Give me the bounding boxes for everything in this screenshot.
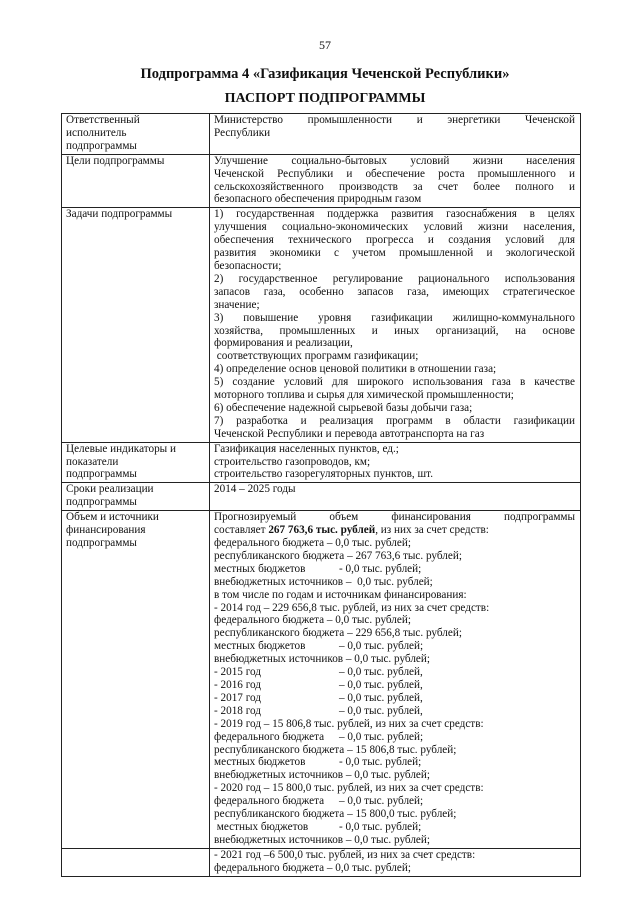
row-label-line: Ответственный bbox=[66, 114, 140, 126]
content-line: - 2021 год –6 500,0 тыс. рублей, из них за счет средств: bbox=[214, 848, 476, 861]
content-line: внебюджетных источников – 0,0 тыс. рублей; bbox=[214, 653, 430, 666]
source-label: - 2015 год bbox=[214, 666, 261, 679]
content-line: Чеченской Республики и обеспечение роста промышленного и bbox=[214, 167, 575, 180]
content-line: хозяйства, промышленных и иных организаций, на основе bbox=[214, 324, 575, 337]
content-line: улучшения социально-экономических условий жизни населения, bbox=[214, 221, 575, 234]
content-line: федерального бюджета – 0,0 тыс. рублей; bbox=[214, 861, 411, 874]
content-line: внебюджетных источников – 0,0 тыс. рублей; bbox=[214, 833, 430, 846]
content-line: федерального бюджета – 0,0 тыс. рублей; bbox=[214, 537, 411, 549]
content-line: внебюджетных источников – 0,0 тыс. рублей; bbox=[214, 575, 433, 588]
row-label-cell bbox=[62, 208, 210, 442]
content-line: 5) создание условий для широкого использования газа в качестве bbox=[214, 376, 575, 389]
content-line: 4) определение основ ценовой политики в отношении газа; bbox=[214, 363, 497, 376]
row-label-line: подпрограммы bbox=[66, 537, 137, 549]
text-part: составляет bbox=[214, 524, 269, 537]
content-line: 3) повышение уровня газификации жилищно-коммунального bbox=[214, 311, 575, 324]
content-line bbox=[214, 756, 575, 769]
table-row bbox=[62, 154, 581, 208]
source-label: федерального бюджета bbox=[214, 795, 325, 808]
row-content-cell bbox=[210, 511, 581, 849]
content-line: внебюджетных источников – 0,0 тыс. рублей; bbox=[214, 769, 430, 782]
content-line bbox=[214, 795, 575, 808]
content-line: 7) разработка и реализация программ в области газификации bbox=[214, 414, 575, 427]
source-amount: – 0,0 тыс. рублей, bbox=[339, 666, 423, 679]
row-content-cell bbox=[210, 848, 581, 876]
source-amount: - 0,0 тыс. рублей; bbox=[339, 756, 422, 769]
page-number: 57 bbox=[319, 38, 331, 52]
content-line bbox=[214, 731, 575, 744]
content-line: безопасного обеспечения природным газом bbox=[214, 193, 422, 206]
row-content-cell bbox=[210, 208, 581, 442]
row-content-cell bbox=[210, 154, 581, 208]
row-label-line: исполнитель bbox=[66, 126, 127, 139]
content-line: республиканского бюджета – 15 800,0 тыс. рублей; bbox=[214, 808, 457, 821]
row-label-cell bbox=[62, 511, 210, 849]
source-amount: - 0,0 тыс. рублей; bbox=[339, 562, 422, 575]
content-line: развития экономики с учетом промышленной и экологической bbox=[214, 247, 575, 260]
content-line: в том числе по годам и источникам финансирования: bbox=[214, 588, 467, 601]
content-line bbox=[214, 692, 575, 705]
row-label-line: Задачи подпрограммы bbox=[66, 208, 173, 221]
row-label-cell bbox=[62, 848, 210, 876]
row-label-line: Цели подпрограммы bbox=[66, 154, 165, 167]
row-label-line: Целевые индикаторы и bbox=[66, 442, 176, 455]
passport-table bbox=[61, 113, 581, 877]
table-row bbox=[62, 442, 581, 483]
row-label-cell bbox=[62, 442, 210, 483]
content-line: запасов газа, особенно запасов газа, имеющих стратегическое bbox=[214, 285, 575, 298]
row-content-cell bbox=[210, 483, 581, 511]
source-amount: – 0,0 тыс. рублей, bbox=[339, 704, 423, 717]
content-line: 2014 – 2025 годы bbox=[214, 483, 296, 496]
content-line: Прогнозируемый объем финансирования подпрограммы bbox=[214, 511, 575, 524]
content-line: республиканского бюджета – 267 763,6 тыс. рублей; bbox=[214, 549, 462, 562]
source-amount: – 0,0 тыс. рублей; bbox=[339, 730, 424, 743]
row-content-cell bbox=[210, 442, 581, 483]
content-line: моторного топлива и сырья для химической промышленности; bbox=[214, 389, 514, 402]
content-line: соответствующих программ газификации; bbox=[214, 350, 419, 363]
row-label-line: Объем и источники bbox=[66, 511, 159, 524]
row-label-cell bbox=[62, 483, 210, 511]
content-line: федерального бюджета – 0,0 тыс. рублей; bbox=[214, 614, 411, 627]
section-heading: ПАСПОРТ ПОДПРОГРАММЫ bbox=[224, 91, 426, 106]
content-line: Чеченской Республики и перевода автотранспорта на газ bbox=[214, 427, 485, 440]
row-label-line: подпрограммы bbox=[66, 139, 137, 152]
content-line: 2) государственное регулирование рационального использования bbox=[214, 272, 575, 285]
content-line bbox=[214, 821, 575, 834]
content-line: сельскохозяйственного производств за счет более полного и bbox=[214, 180, 575, 193]
source-label: федерального бюджета bbox=[214, 730, 325, 743]
content-line: - 2019 год – 15 806,8 тыс. рублей, из них за счет средств: bbox=[214, 717, 484, 730]
content-line: безопасности; bbox=[214, 259, 282, 272]
source-label: местных бюджетов bbox=[214, 562, 306, 575]
source-label: местных бюджетов bbox=[214, 756, 306, 769]
content-line bbox=[214, 640, 575, 653]
document-title: Подпрограмма 4 «Газификация Чеченской Республики» bbox=[140, 66, 510, 82]
content-line: Улучшение социально-бытовых условий жизни населения bbox=[214, 154, 575, 167]
content-line: республиканского бюджета – 15 806,8 тыс. рублей; bbox=[214, 743, 457, 756]
content-line: значение; bbox=[214, 298, 260, 311]
row-label-line: подпрограммы bbox=[66, 468, 137, 481]
content-line: обеспечения технического прогресса и создания условий для bbox=[214, 234, 575, 247]
source-amount: – 0,0 тыс. рублей; bbox=[339, 795, 424, 808]
content-line: республиканского бюджета – 229 656,8 тыс. рублей; bbox=[214, 627, 462, 640]
source-amount: - 0,0 тыс. рублей; bbox=[339, 820, 422, 833]
content-line: Республики bbox=[214, 126, 271, 139]
source-label: - 2016 год bbox=[214, 678, 261, 691]
text-part: , из них за счет средств: bbox=[375, 524, 489, 537]
total-amount: 267 763,6 тыс. рублей bbox=[268, 524, 376, 537]
content-line: 1) государственная поддержка развития газоснабжения в целях bbox=[214, 208, 575, 221]
table-row bbox=[62, 208, 581, 442]
row-label-line: показатели bbox=[66, 455, 119, 468]
content-line bbox=[214, 563, 575, 576]
content-line bbox=[214, 524, 575, 537]
content-line: формирования и реализации, bbox=[214, 337, 353, 350]
content-line: Министерство промышленности и энергетики Чеченской bbox=[214, 114, 575, 126]
source-amount: – 0,0 тыс. рублей, bbox=[339, 678, 423, 691]
content-line bbox=[214, 705, 575, 718]
table-row bbox=[62, 114, 581, 155]
content-line bbox=[214, 666, 575, 679]
content-line: строительство газорегуляторных пунктов, шт. bbox=[214, 468, 433, 481]
content-line: - 2020 год – 15 800,0 тыс. рублей, из них за счет средств: bbox=[214, 782, 484, 795]
content-line bbox=[214, 679, 575, 692]
content-line: 6) обеспечение надежной сырьевой базы добычи газа; bbox=[214, 401, 473, 414]
source-label: местных бюджетов bbox=[214, 820, 309, 833]
row-label-line: Сроки реализации bbox=[66, 483, 154, 496]
content-line: - 2014 год – 229 656,8 тыс. рублей, из них за счет средств: bbox=[214, 601, 490, 614]
table-row bbox=[62, 848, 581, 876]
row-label-line: финансирования bbox=[66, 524, 146, 537]
row-content-cell bbox=[210, 114, 581, 155]
row-label-cell bbox=[62, 154, 210, 208]
row-label-cell bbox=[62, 114, 210, 155]
row-label-line: подпрограммы bbox=[66, 496, 137, 509]
source-label: местных бюджетов bbox=[214, 640, 306, 653]
content-line: Газификация населенных пунктов, ед.; bbox=[214, 442, 399, 455]
source-label: - 2017 год bbox=[214, 691, 261, 704]
source-amount: – 0,0 тыс. рублей, bbox=[339, 691, 423, 704]
content-line: строительство газопроводов, км; bbox=[214, 455, 371, 468]
source-amount: – 0,0 тыс. рублей; bbox=[339, 640, 424, 653]
table-row bbox=[62, 511, 581, 849]
source-label: - 2018 год bbox=[214, 704, 261, 717]
table-row bbox=[62, 483, 581, 511]
